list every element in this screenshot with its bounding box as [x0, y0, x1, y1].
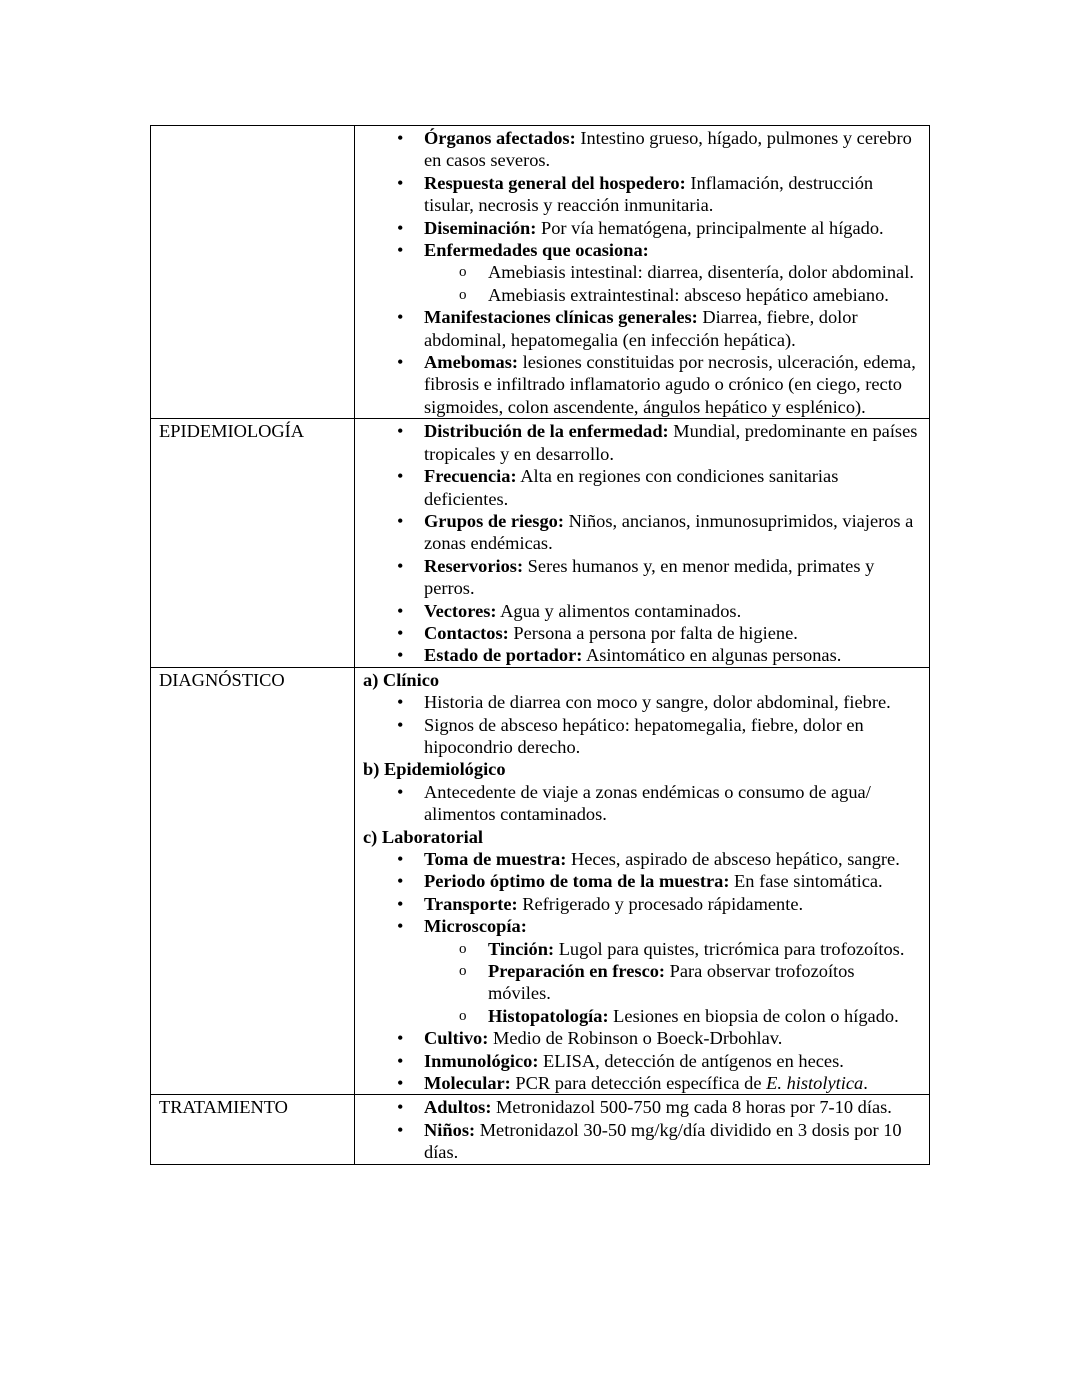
list-item: [363, 781, 919, 826]
item-term: Reservorios:: [424, 555, 524, 576]
bullet-icon: •: [397, 217, 404, 238]
list-item: [363, 465, 919, 510]
list-item: [363, 1050, 919, 1072]
list-item: [363, 714, 919, 759]
bullet-icon: •: [397, 781, 404, 802]
sub-list-item: [363, 1005, 919, 1027]
section-heading: [363, 826, 919, 848]
list-item: [363, 217, 919, 239]
item-term: Manifestaciones clínicas generales:: [424, 307, 698, 328]
item-text: Signos de absceso hepático: hepatomegalia, fiebre, dolor en hipocondrio derecho.: [424, 714, 864, 757]
item-text: Diarrea, fiebre, dolor abdominal, hepatomegalia (en infección hepática).: [424, 307, 858, 350]
bullet-icon: •: [397, 240, 404, 261]
list-item: [363, 622, 919, 644]
circle-bullet-icon: o: [459, 963, 467, 980]
bullet-icon: •: [397, 1050, 404, 1071]
list-item: [363, 555, 919, 600]
item-tail: .: [863, 1073, 868, 1094]
item-term: Vectores:: [424, 600, 497, 621]
list-item: [363, 172, 919, 217]
item-text: Metronidazol 500-750 mg cada 8 horas por 7-10 días.: [491, 1097, 892, 1118]
section-heading: [363, 669, 919, 691]
table-row: [151, 126, 930, 419]
item-term: Niños:: [424, 1119, 476, 1140]
item-term: Órganos afectados:: [424, 128, 576, 148]
table-row: [151, 1095, 930, 1164]
bullet-icon: •: [397, 692, 404, 713]
item-text: Metronidazol 30-50 mg/kg/día dividido en 3 dosis por 10 días.: [424, 1119, 902, 1163]
row-content: [355, 1095, 930, 1164]
row-label: [151, 126, 355, 419]
item-text: Medio de Robinson o Boeck-Drbohlav.: [488, 1028, 783, 1049]
item-term: Diseminación:: [424, 217, 537, 238]
list-item: [363, 893, 919, 915]
item-text: Por vía hematógena, principalmente al hígado.: [536, 217, 884, 238]
item-text: Agua y alimentos contaminados.: [496, 600, 742, 621]
list-item: [363, 420, 919, 465]
item-text: Inflamación, destrucción tisular, necrosis y reacción inmunitaria.: [424, 172, 874, 216]
bullet-icon: •: [397, 555, 404, 576]
item-text: Refrigerado y procesado rápidamente.: [517, 893, 804, 914]
item-term: Molecular:: [424, 1073, 511, 1094]
bullet-icon: •: [397, 510, 404, 531]
item-text: Persona a persona por falta de higiene.: [508, 622, 798, 643]
sub-list-item: [363, 938, 919, 960]
bullet-icon: •: [397, 352, 404, 373]
bullet-icon: •: [397, 307, 404, 328]
item-italic: E. histolytica: [766, 1073, 864, 1094]
item-term: Microscopía:: [424, 916, 527, 937]
bullet-icon: •: [397, 893, 404, 914]
item-term: a) Clínico: [363, 669, 440, 690]
bullet-icon: •: [397, 466, 404, 487]
item-text: Seres humanos y, en menor medida, primates y perros.: [424, 555, 875, 599]
item-text: Heces, aspirado de absceso hepático, sangre.: [566, 849, 900, 869]
item-term: Grupos de riesgo:: [424, 510, 564, 531]
item-term: Contactos:: [424, 622, 509, 643]
item-term: Distribución de la enfermedad:: [424, 421, 669, 442]
bullet-icon: •: [397, 622, 404, 643]
bullet-icon: •: [397, 421, 404, 442]
item-text: Para observar trofozoítos móviles.: [488, 961, 855, 1004]
item-term: Frecuencia:: [424, 466, 517, 487]
item-text: Asintomático en algunas personas.: [582, 645, 842, 666]
item-term: Amebomas:: [424, 352, 518, 373]
list-item: [363, 691, 919, 713]
item-term: b) Epidemiológico: [363, 759, 506, 780]
list-item: [363, 1119, 919, 1164]
list-item: [363, 600, 919, 622]
item-term: Toma de muestra:: [424, 849, 567, 869]
row-content: [355, 126, 930, 419]
bullet-icon: •: [397, 1119, 404, 1140]
item-term: Cultivo:: [424, 1028, 489, 1049]
item-text: lesiones constituidas por necrosis, ulceración, edema, fibrosis e infiltrado inflamatorio agudo o crónico (en ciego, recto sigmoides, colon ascendente, ángulos hepático y esplénico).: [424, 352, 916, 417]
item-term: Respuesta general del hospedero:: [424, 172, 686, 193]
item-term: c) Laboratorial: [363, 826, 484, 847]
bullet-icon: •: [397, 714, 404, 735]
bullet-icon: •: [397, 1097, 404, 1118]
bullet-icon: •: [397, 1073, 404, 1094]
list-item: [363, 306, 919, 351]
circle-bullet-icon: o: [459, 286, 467, 303]
row-content: [355, 419, 930, 667]
item-term: Transporte:: [424, 893, 518, 914]
item-text: PCR para detección específica de: [510, 1073, 767, 1094]
bullet-icon: •: [397, 128, 404, 148]
item-term: Adultos:: [424, 1097, 492, 1118]
row-label: TRATAMIENTO: [151, 1095, 355, 1164]
item-text: ELISA, detección de antígenos en heces.: [538, 1050, 844, 1071]
bullet-icon: •: [397, 849, 404, 869]
table-row: [151, 667, 930, 1095]
list-item: [363, 1027, 919, 1049]
list-item: [363, 351, 919, 418]
bullet-icon: •: [397, 172, 404, 193]
bullet-icon: •: [397, 916, 404, 937]
sub-list-item: [363, 261, 919, 283]
item-text: En fase sintomática.: [729, 871, 883, 892]
item-term: Periodo óptimo de toma de la muestra:: [424, 871, 730, 892]
list-item: [363, 239, 919, 261]
item-text: Lugol para quistes, tricrómica para trofozoítos.: [554, 938, 905, 959]
row-label: EPIDEMIOLOGÍA: [151, 419, 355, 667]
item-term: Inmunológico:: [424, 1050, 539, 1071]
item-text: Intestino grueso, hígado, pulmones y cerebro en casos severos.: [424, 128, 912, 171]
list-item: [363, 848, 919, 870]
circle-bullet-icon: o: [459, 1007, 467, 1024]
list-item: [363, 127, 919, 172]
list-item: [363, 915, 919, 937]
item-term: Estado de portador:: [424, 645, 583, 666]
sub-list-item: [363, 284, 919, 306]
circle-bullet-icon: o: [459, 940, 467, 957]
sub-list-item: [363, 960, 919, 1005]
item-term: Preparación en fresco:: [488, 961, 666, 982]
bullet-icon: •: [397, 1028, 404, 1049]
bullet-icon: •: [397, 600, 404, 621]
bullet-icon: •: [397, 871, 404, 892]
list-item: [363, 1072, 919, 1094]
item-text: Alta en regiones con condiciones sanitarias deficientes.: [424, 466, 839, 509]
list-item: [363, 1096, 919, 1118]
item-text: Niños, ancianos, inmunosuprimidos, viajeros a zonas endémicas.: [424, 510, 914, 554]
list-item: [363, 644, 919, 666]
item-term: Histopatología:: [488, 1005, 609, 1026]
row-content: [355, 667, 930, 1095]
item-term: Tinción:: [488, 938, 555, 959]
list-item: [363, 870, 919, 892]
amebiasis-table: [150, 125, 930, 1165]
item-text: Amebiasis intestinal: diarrea, disentería, dolor abdominal.: [488, 262, 914, 283]
table-row: [151, 419, 930, 667]
item-term: Enfermedades que ocasiona:: [424, 240, 649, 261]
item-text: Lesiones en biopsia de colon o hígado.: [608, 1005, 899, 1026]
item-text: Antecedente de viaje a zonas endémicas o consumo de agua/ alimentos contaminados.: [424, 781, 871, 825]
item-text: Mundial, predominante en países tropicales y en desarrollo.: [424, 421, 918, 464]
list-item: [363, 510, 919, 555]
circle-bullet-icon: o: [459, 264, 467, 281]
bullet-icon: •: [397, 645, 404, 666]
section-heading: [363, 758, 919, 780]
row-label: DIAGNÓSTICO: [151, 667, 355, 1095]
item-text: Amebiasis extraintestinal: absceso hepático amebiano.: [488, 284, 889, 305]
item-text: Historia de diarrea con moco y sangre, dolor abdominal, fiebre.: [424, 692, 891, 713]
